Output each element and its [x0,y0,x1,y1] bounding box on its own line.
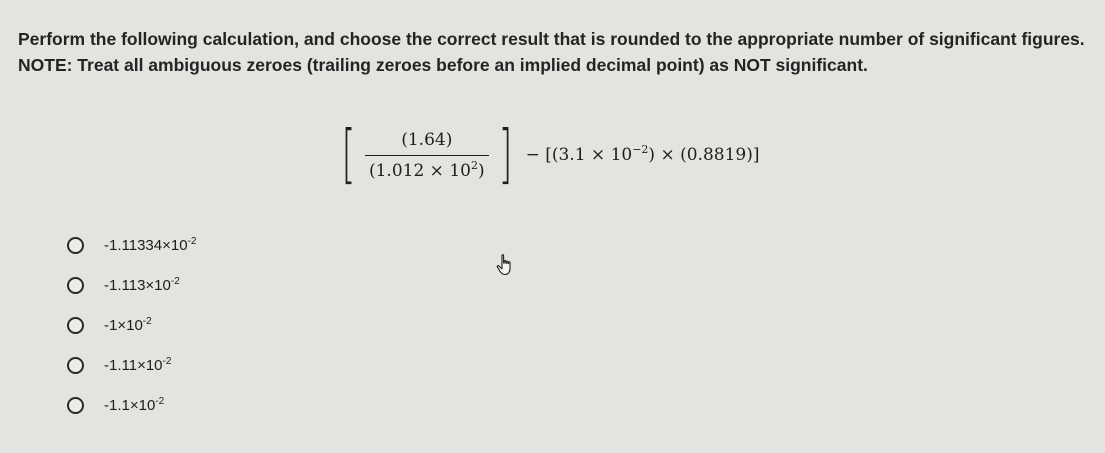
right-bracket: ] [498,118,512,192]
left-bracket: [ [341,118,356,192]
answer-option-4[interactable] [67,345,196,385]
answer-options [67,225,196,425]
radio-button[interactable] [67,237,84,254]
answer-option-label: $-1.113\times 10^{-2}$ [104,275,180,294]
formula-product-term: − $[(3.1 \times 10^{-2}) \times (0.8819)]$ [525,143,760,165]
answer-option-label: $-1.11\times 10^{-2}$ [104,355,172,374]
calculation-formula [336,110,760,200]
radio-button[interactable] [67,357,84,374]
fraction-numerator: (1.64) [401,129,453,150]
radio-button[interactable] [67,317,84,334]
fraction-denominator: $(1.012 \times 10^2)$ [365,155,489,181]
answer-option-2[interactable] [67,265,196,305]
answer-option-5[interactable] [67,385,196,425]
answer-option-label: $-1.11334\times 10^{-2}$ [104,235,197,254]
hand-pointer-icon [496,254,514,276]
answer-option-label: $-1.1\times 10^{-2}$ [104,395,165,414]
answer-option-label: $-1\times 10^{-2}$ [104,315,152,334]
answer-option-1[interactable] [67,225,196,265]
radio-button[interactable] [67,277,84,294]
question-text: Perform the following calculation, and choose the correct result that is rounded to the appropriate number of significant figures. NOTE: Treat all ambiguous zeroes (trailing zeroes before an implied decimal point) as NOT significant. [18,29,1085,75]
fraction [365,130,489,181]
answer-option-3[interactable] [67,305,196,345]
radio-button[interactable] [67,397,84,414]
